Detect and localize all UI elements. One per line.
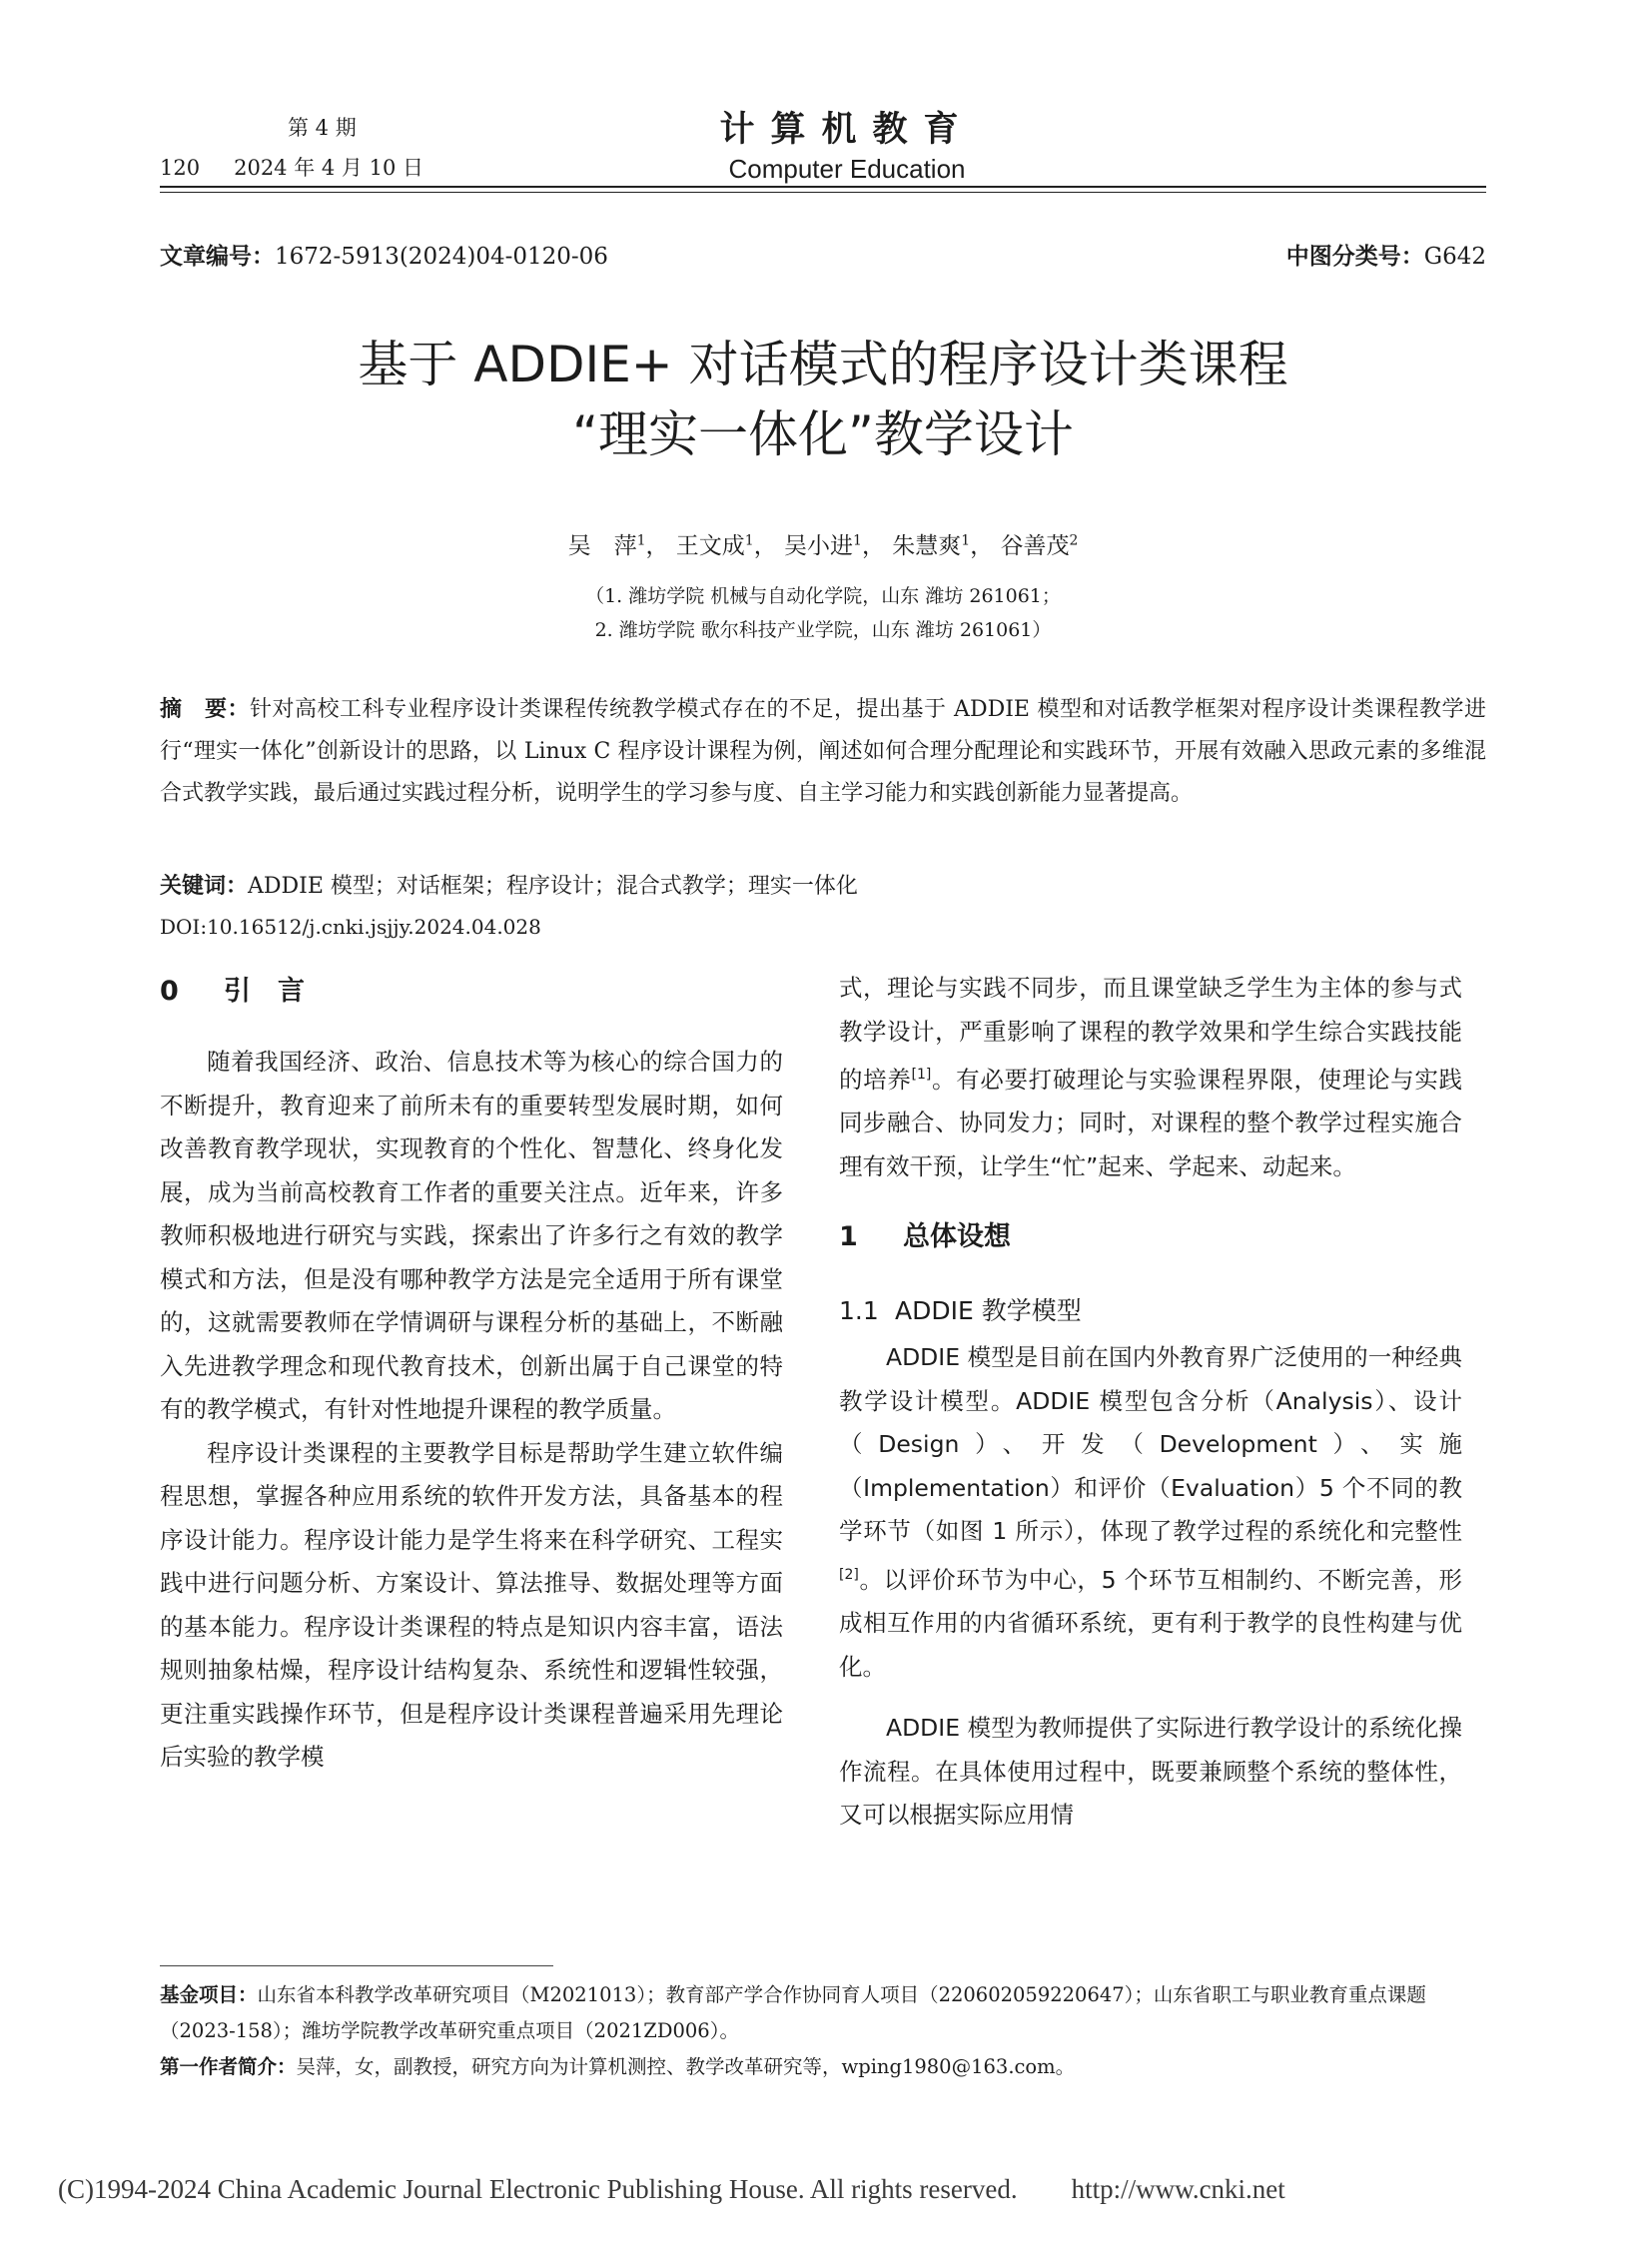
publish-date: 2024 年 4 月 10 日 — [234, 156, 423, 180]
journal-title — [679, 102, 1015, 185]
body-paragraph: ADDIE 模型为教师提供了实际进行教学设计的系统化操作流程。在具体使用过程中，既要兼顾整个系统的整体性，又可以根据实际应用情 — [839, 1714, 1462, 1830]
subsection-heading-1-1 — [839, 1286, 1462, 1336]
abstract-text: 针对高校工科专业程序设计类课程传统教学模式存在的不足，提出基于 ADDIE 模型和对话教学框架对程序设计类课程教学进行“理实一体化”创新设计的思路，以 Linux C 程序设计课程为例，阐述如何合理分配理论和实践环节，开展有效融入思政元素的多维混合式教学实践，最后通过实践过程分析，说明学生的学习参与度、自主学习能力和实践创新能力显著提高。 — [160, 697, 1486, 806]
abstract-label: 摘 要： — [160, 697, 251, 722]
affiliation-line2: 2. 潍坊学院 歌尔科技产业学院，山东 潍坊 261061） — [594, 619, 1052, 641]
journal-title-cn: 计算机教育 — [719, 110, 975, 150]
paper-title-line2: “理实一体化”教学设计 — [572, 405, 1074, 463]
section-title: 引 言 — [224, 976, 305, 1007]
author-affiliation-mark: 2 — [1069, 532, 1079, 549]
classification-value: G642 — [1423, 244, 1486, 270]
first-author-label: 第一作者简介： — [160, 2055, 297, 2078]
keywords-text: ADDIE 模型；对话框架；程序设计；混合式教学；理实一体化 — [248, 874, 858, 899]
first-author-text: 吴萍，女，副教授，研究方向为计算机测控、教学改革研究等，wping1980@163.com。 — [296, 2055, 1076, 2078]
article-number-label: 文章编号： — [160, 244, 275, 270]
issue-number: 第 4 期 — [288, 116, 357, 140]
section-heading-intro — [160, 967, 783, 1017]
body-column-right — [839, 967, 1462, 1838]
article-number-value: 1672-5913(2024)04-0120-06 — [275, 244, 608, 270]
funding-text: 山东省本科教学改革研究项目（M2021013）；教育部产学合作协同育人项目（220602059220647）；山东省职工与职业教育重点课题（2023-158）；潍坊学院教学改革研究重点项目（2021ZD006）。 — [160, 1983, 1426, 2042]
keywords — [160, 869, 1486, 900]
funding-note — [160, 1977, 1486, 2049]
affiliation-line1: （1. 潍坊学院 机械与自动化学院，山东 潍坊 261061； — [585, 585, 1061, 607]
doi: DOI:10.16512/j.cnki.jsjjy.2024.04.028 — [160, 915, 541, 939]
classification-number — [1286, 238, 1486, 271]
body-paragraph: 随着我国经济、政治、信息技术等为核心的综合国力的不断提升，教育迎来了前所未有的重要转型发展时期，如何改善教育教学现状，实现教育的个性化、智慧化、终身化发展，成为当前高校教育工作者的重要关注点。近年来，许多教师积极地进行研究与实践，探索出了许多行之有效的教学模式和方法，但是没有哪种教学方法是完全适用于所有课堂的，这就需要教师在学情调研与课程分析的基础上，不断融入先进教学理念和现代教育技术，创新出属于自己课堂的特有的教学模式，有针对性地提升课程的教学质量。 — [160, 1048, 783, 1423]
copyright-watermark: (C)1994-2024 China Academic Journal Electronic Publishing House. All rights reserved. http://www.cnki.net — [58, 2174, 1285, 2204]
header-rule-thick — [160, 186, 1486, 188]
section-heading-1 — [839, 1212, 1462, 1262]
author-affiliation-mark: 1 — [853, 532, 862, 549]
body-column-left — [160, 967, 783, 1780]
journal-title-en: Computer Education — [728, 154, 966, 184]
section-title: 总体设想 — [903, 1221, 1011, 1253]
author-name: 王文成 — [675, 533, 745, 559]
page-number: 120 — [160, 156, 201, 180]
footnote-rule — [160, 1965, 553, 1966]
first-author-note — [160, 2049, 1486, 2085]
author-name: 谷善茂 — [1000, 533, 1070, 559]
header-rule-thin — [160, 192, 1486, 193]
author-affiliation-mark: 1 — [744, 532, 754, 549]
paragraph-text: 。以评价环节为中心，5 个环节互相制约、不断完善，形成相互作用的内省循环系统，更有利于教学的良性构建与优化。 — [839, 1565, 1462, 1681]
section-number: 0 — [160, 976, 179, 1007]
author-name: 吴 萍 — [567, 533, 637, 559]
author-affiliation-mark: 1 — [636, 532, 646, 549]
keywords-label: 关键词： — [160, 874, 249, 899]
paragraph-text: 式，理论与实践不同步，而且课堂缺乏学生为主体的参与式教学设计，严重影响了课程的教学效果和学生综合实践技能的培养 — [839, 974, 1462, 1094]
abstract — [160, 689, 1486, 815]
article-number — [160, 238, 608, 271]
paragraph-text: 。有必要打破理论与实验课程界限，使理论与实践同步融合、协同发力；同时，对课程的整个教学过程实施合理有效干预，让学生“忙”起来、学起来、动起来。 — [839, 1065, 1463, 1180]
author-list: 吴 萍$^1$， 王文成$^1$， 吴小进$^1$， 朱慧爽$^1$， 谷善茂$^2$ — [567, 532, 1079, 559]
subsection-number: 1.1 — [839, 1296, 879, 1326]
affiliations — [160, 579, 1486, 647]
citation-marker: [2] — [839, 1566, 859, 1583]
author-affiliation-mark: 1 — [961, 532, 971, 549]
paragraph-text: ADDIE 模型是目前在国内外教育界广泛使用的一种经典教学设计模型。ADDIE 模型包含分析（Analysis）、设计（Design）、开发（Development）、实施（Implementation）和评价（Evaluation）5 个不同的教学环节（如图 1 所示），体现了教学过程的系统化和完整性 — [839, 1343, 1462, 1546]
page-date-line — [160, 152, 457, 182]
paper-title — [160, 330, 1486, 469]
citation-marker: [1] — [911, 1067, 932, 1083]
author-name: 吴小进 — [784, 533, 854, 559]
body-paragraph: 程序设计类课程的主要教学目标是帮助学生建立软件编程思想，掌握各种应用系统的软件开发方法，具备基本的程序设计能力。程序设计能力是学生将来在科学研究、工程实践中进行问题分析、方案设计、算法推导、数据处理等方面的基本能力。程序设计类课程的特点是知识内容丰富，语法规则抽象枯燥，程序设计结构复杂、系统性和逻辑性较强，更注重实践操作环节，但是程序设计类课程普遍采用先理论后实验的教学模 — [160, 1438, 783, 1771]
subsection-title: ADDIE 教学模型 — [895, 1296, 1082, 1326]
funding-label: 基金项目： — [160, 1983, 258, 2006]
classification-label: 中图分类号： — [1285, 244, 1424, 270]
journal-header — [160, 104, 1486, 184]
body-paragraph — [839, 1336, 1462, 1689]
author-name: 朱慧爽 — [892, 533, 962, 559]
section-number: 1 — [839, 1221, 858, 1253]
body-paragraph-continued — [839, 967, 1462, 1188]
footnotes — [160, 1977, 1486, 2085]
paper-title-line1: 基于 ADDIE+ 对话模式的程序设计类课程 — [358, 336, 1288, 393]
